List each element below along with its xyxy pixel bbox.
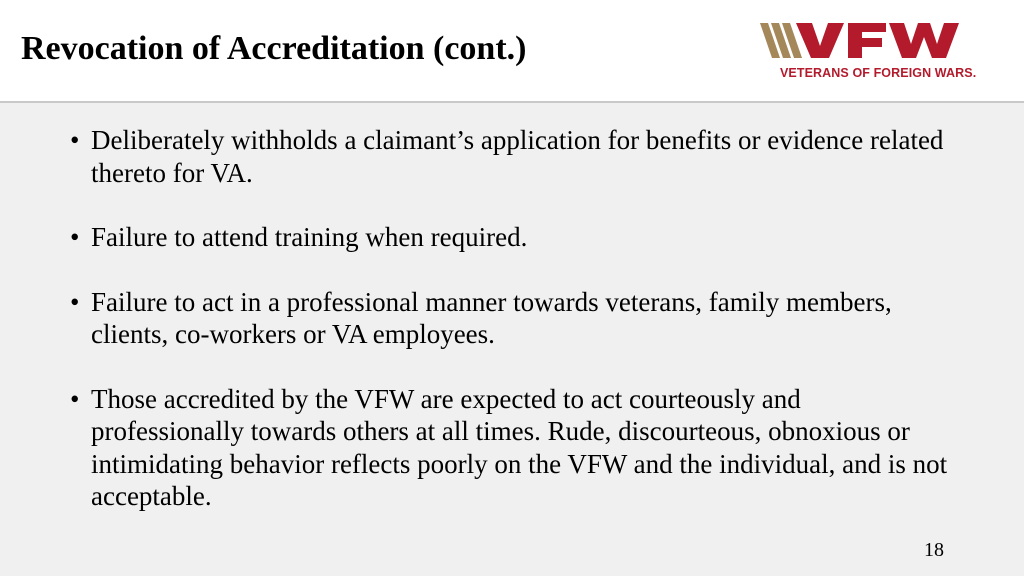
bullet-text: Deliberately withholds a claimant’s application for benefits or evidence related thereto for VA. (91, 125, 944, 188)
slide-header (0, 0, 1024, 103)
bullet-point-icon: • (70, 286, 80, 317)
bullet-point-icon: • (70, 383, 80, 414)
bullet-item (70, 286, 950, 351)
slide-title: Revocation of Accreditation (cont.) (21, 30, 527, 67)
bullet-item (70, 221, 950, 254)
vfw-logo (758, 20, 986, 88)
bullet-point-icon: • (70, 125, 80, 155)
bullet-item (70, 124, 950, 189)
bullet-text: Those accredited by the VFW are expected to act courteously and professionally towards others at all times. Rude, discourteous, obnoxious or intimidating behavior reflects poorly on the VFW and the individual, and is not acceptable. (91, 383, 948, 511)
page-number: 18 (924, 539, 944, 561)
bullet-text: Failure to act in a professional manner towards veterans, family members, clients, co-workers or VA employees. (91, 286, 892, 349)
bullet-point-icon: • (70, 222, 80, 252)
bullet-item (70, 383, 950, 513)
bullet-list (70, 124, 950, 545)
vfw-wordmark-icon (758, 20, 986, 66)
bullet-text: Failure to attend training when required. (91, 222, 528, 252)
logo-tagline: VETERANS OF FOREIGN WARS. (780, 66, 977, 80)
